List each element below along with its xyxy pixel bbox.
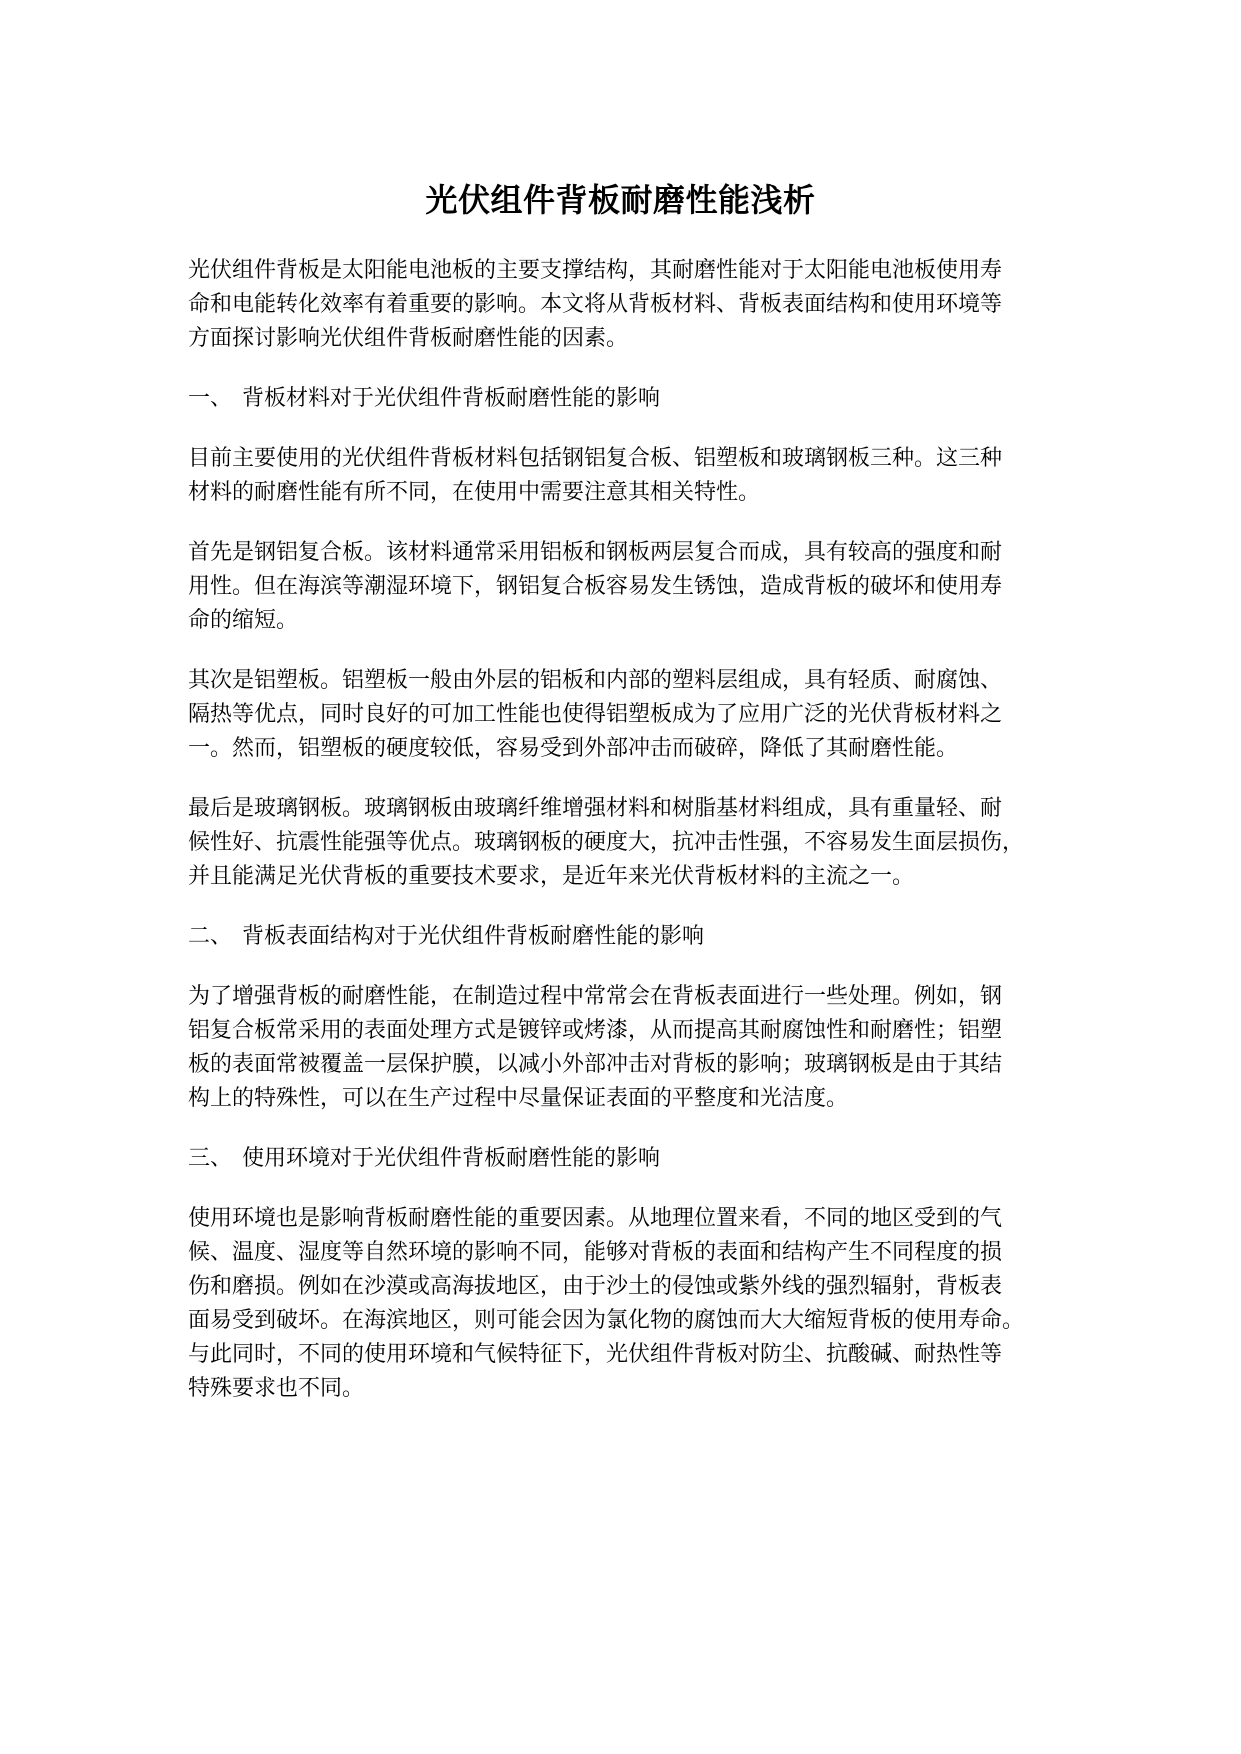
section-3-heading xyxy=(188,1140,660,1178)
paragraph-line: 最后是玻璃钢板。玻璃钢板由玻璃纤维增强材料和树脂基材料组成，具有重量轻、耐 xyxy=(188,796,1003,821)
paragraph-line: 用性。但在海滨等潮湿环境下，钢铝复合板容易发生锈蚀，造成背板的破坏和使用寿 xyxy=(188,574,1003,599)
paragraph-line: 使用环境也是影响背板耐磨性能的重要因素。从地理位置来看，不同的地区受到的气 xyxy=(188,1206,1003,1231)
section-2-heading xyxy=(188,918,704,956)
paragraph-line: 为了增强背板的耐磨性能，在制造过程中常常会在背板表面进行一些处理。例如，钢 xyxy=(188,984,1003,1009)
paragraph-line: 板的表面常被覆盖一层保护膜，以减小外部冲击对背板的影响；玻璃钢板是由于其结 xyxy=(188,1052,1003,1077)
paragraph-line: 候性好、抗震性能强等优点。玻璃钢板的硬度大，抗冲击性强，不容易发生面层损伤， xyxy=(188,830,1025,855)
paragraph-line: 其次是铝塑板。铝塑板一般由外层的铝板和内部的塑料层组成，具有轻质、耐腐蚀、 xyxy=(188,668,1003,693)
section-number: 二、 xyxy=(188,924,233,949)
paragraph-line: 特殊要求也不同。 xyxy=(188,1376,365,1401)
paragraph-line: 铝复合板常采用的表面处理方式是镀锌或烤漆，从而提高其耐腐蚀性和耐磨性；铝塑 xyxy=(188,1018,1003,1043)
paragraph-line: 一。然而，铝塑板的硬度较低，容易受到外部冲击而破碎，降低了其耐磨性能。 xyxy=(188,736,959,761)
paragraph-line: 首先是钢铝复合板。该材料通常采用铝板和钢板两层复合而成，具有较高的强度和耐 xyxy=(188,540,1003,565)
paragraph-line: 命和电能转化效率有着重要的影响。本文将从背板材料、背板表面结构和使用环境等 xyxy=(188,292,1003,317)
paragraph-line: 材料的耐磨性能有所不同，在使用中需要注意其相关特性。 xyxy=(188,480,761,505)
paragraph-line: 伤和磨损。例如在沙漠或高海拔地区，由于沙土的侵蚀或紫外线的强烈辐射，背板表 xyxy=(188,1274,1003,1299)
paragraph-line: 构上的特殊性，可以在生产过程中尽量保证表面的平整度和光洁度。 xyxy=(188,1086,849,1111)
section-title: 背板表面结构对于光伏组件背板耐磨性能的影响 xyxy=(242,924,705,949)
paragraph-line: 命的缩短。 xyxy=(188,608,299,633)
section-title: 使用环境对于光伏组件背板耐磨性能的影响 xyxy=(242,1146,661,1171)
paragraph-line: 方面探讨影响光伏组件背板耐磨性能的因素。 xyxy=(188,326,629,351)
document-title: 光伏组件背板耐磨性能浅析 xyxy=(425,181,816,219)
paragraph-line: 隔热等优点，同时良好的可加工性能也使得铝塑板成为了应用广泛的光伏背板材料之 xyxy=(188,702,1003,727)
paragraph-line: 并且能满足光伏背板的重要技术要求，是近年来光伏背板材料的主流之一。 xyxy=(188,864,915,889)
section-number: 一、 xyxy=(188,386,233,411)
paragraph-line: 光伏组件背板是太阳能电池板的主要支撑结构，其耐磨性能对于太阳能电池板使用寿 xyxy=(188,258,1003,283)
paragraph-line: 面易受到破坏。在海滨地区，则可能会因为氯化物的腐蚀而大大缩短背板的使用寿命。 xyxy=(188,1308,1025,1333)
paragraph-line: 目前主要使用的光伏组件背板材料包括钢铝复合板、铝塑板和玻璃钢板三种。这三种 xyxy=(188,446,1003,471)
section-title: 背板材料对于光伏组件背板耐磨性能的影响 xyxy=(242,386,661,411)
paragraph-line: 与此同时，不同的使用环境和气候特征下，光伏组件背板对防尘、抗酸碱、耐热性等 xyxy=(188,1342,1003,1367)
section-number: 三、 xyxy=(188,1146,233,1171)
paragraph-line: 候、温度、湿度等自然环境的影响不同，能够对背板的表面和结构产生不同程度的损 xyxy=(188,1240,1003,1265)
section-1-heading xyxy=(188,380,660,418)
